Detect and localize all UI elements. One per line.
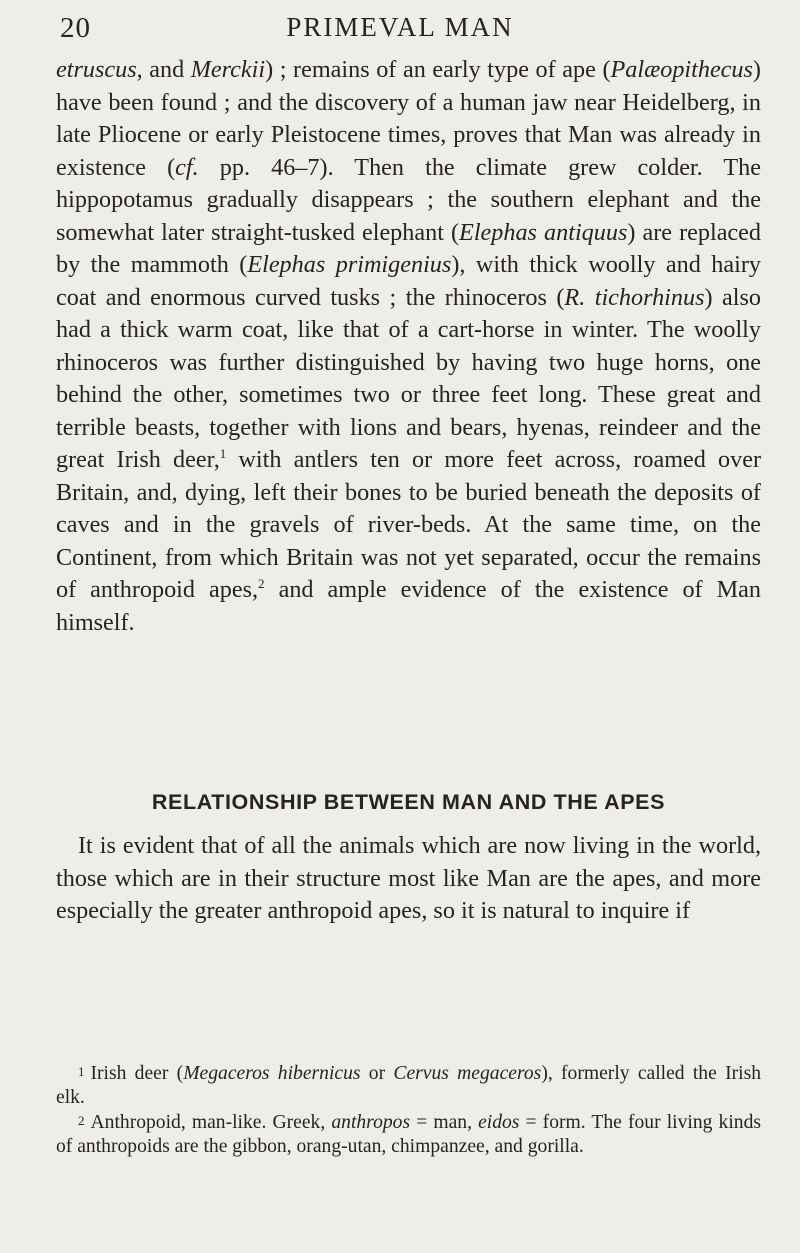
- text-run: Anthropoid, man-like. Greek,: [90, 1112, 332, 1133]
- paragraph-text: It is evident that of all the animals which are now living in the world, those which are in their structure most like Man are the apes, and more especially the greater anthropoid apes, so it is natural to inquire if: [56, 832, 761, 924]
- text-run: ) have been found ; and the discovery of a human jaw near Heidelberg, in late Pliocene or early Pleistocene times, proves that Man was already in existence (: [56, 56, 761, 181]
- running-head: PRIMEVAL MAN: [286, 12, 514, 42]
- page-header: [52, 10, 748, 50]
- italic-species: Cervus megaceros: [393, 1063, 542, 1084]
- footnotes: [56, 1060, 761, 1158]
- italic-species: Merckii: [190, 56, 266, 83]
- text-run: = form. The four living kinds of anthropoids are the gibbon, orang-utan, chimpanzee, and gorilla.: [56, 1112, 761, 1157]
- italic-species: Elephas antiquus: [459, 218, 628, 246]
- text-run: and ample evidence of the existence of Man himself.: [56, 576, 761, 636]
- text-run: Irish deer (: [90, 1063, 184, 1084]
- text-run: ) ; remains of an early type of ape (: [265, 56, 611, 83]
- text-run: ) are replaced by the mammoth (: [56, 218, 761, 278]
- italic-species: Megaceros hibernicus: [183, 1063, 361, 1084]
- italic-species: Elephas primigenius: [247, 251, 452, 278]
- italic-cf: cf.: [175, 153, 199, 181]
- body-paragraph-2: [56, 830, 761, 928]
- footnote-ref-2[interactable]: 2: [258, 576, 265, 591]
- text-run: , and: [136, 56, 191, 83]
- italic-genus: Palæopithecus: [610, 56, 753, 83]
- page-number: 20: [60, 12, 91, 44]
- text-run: ), with thick woolly and hairy coat and enormous curved tusks ; the rhinoceros (: [56, 251, 761, 311]
- footnote-number: 2: [78, 1113, 85, 1128]
- text-run: = man,: [410, 1112, 479, 1133]
- text-run: ), formerly called the Irish elk.: [56, 1063, 761, 1108]
- footnote-1: [56, 1060, 761, 1109]
- text-run: pp. 46–7). Then the climate grew colder. The hippopotamus gradually disappears ; the southern elephant and the somewhat later straight-tusked elephant (: [56, 153, 761, 246]
- footnote-number: 1: [78, 1064, 85, 1079]
- body-paragraph-1: [56, 54, 761, 639]
- italic-word: anthropos: [331, 1112, 411, 1133]
- italic-species: etruscus: [56, 56, 137, 83]
- text-run: or: [360, 1063, 394, 1084]
- italic-word: eidos: [478, 1112, 520, 1133]
- footnote-2: [56, 1109, 761, 1158]
- text-run: ) also had a thick warm coat, like that of a cart-horse in winter. The woolly rhinoceros was further distinguished by having two huge horns, one behind the other, sometimes two or three feet long. These great and terrible beasts, together with lions and bears, hyenas, reindeer and the great Irish deer,: [56, 283, 761, 473]
- section-heading: RELATIONSHIP BETWEEN MAN AND THE APES: [151, 790, 666, 814]
- footnote-ref-1[interactable]: 1: [219, 446, 227, 461]
- text-run: with antlers ten or more feet across, roamed over Britain, and, dying, left their bones to be buried beneath the deposits of caves and in the gravels of river-beds. At the same time, on the Continent, from which Britain was not yet separated, occur the remains of anthropoid apes,: [56, 446, 761, 603]
- italic-species: R. tichorhinus: [564, 283, 705, 311]
